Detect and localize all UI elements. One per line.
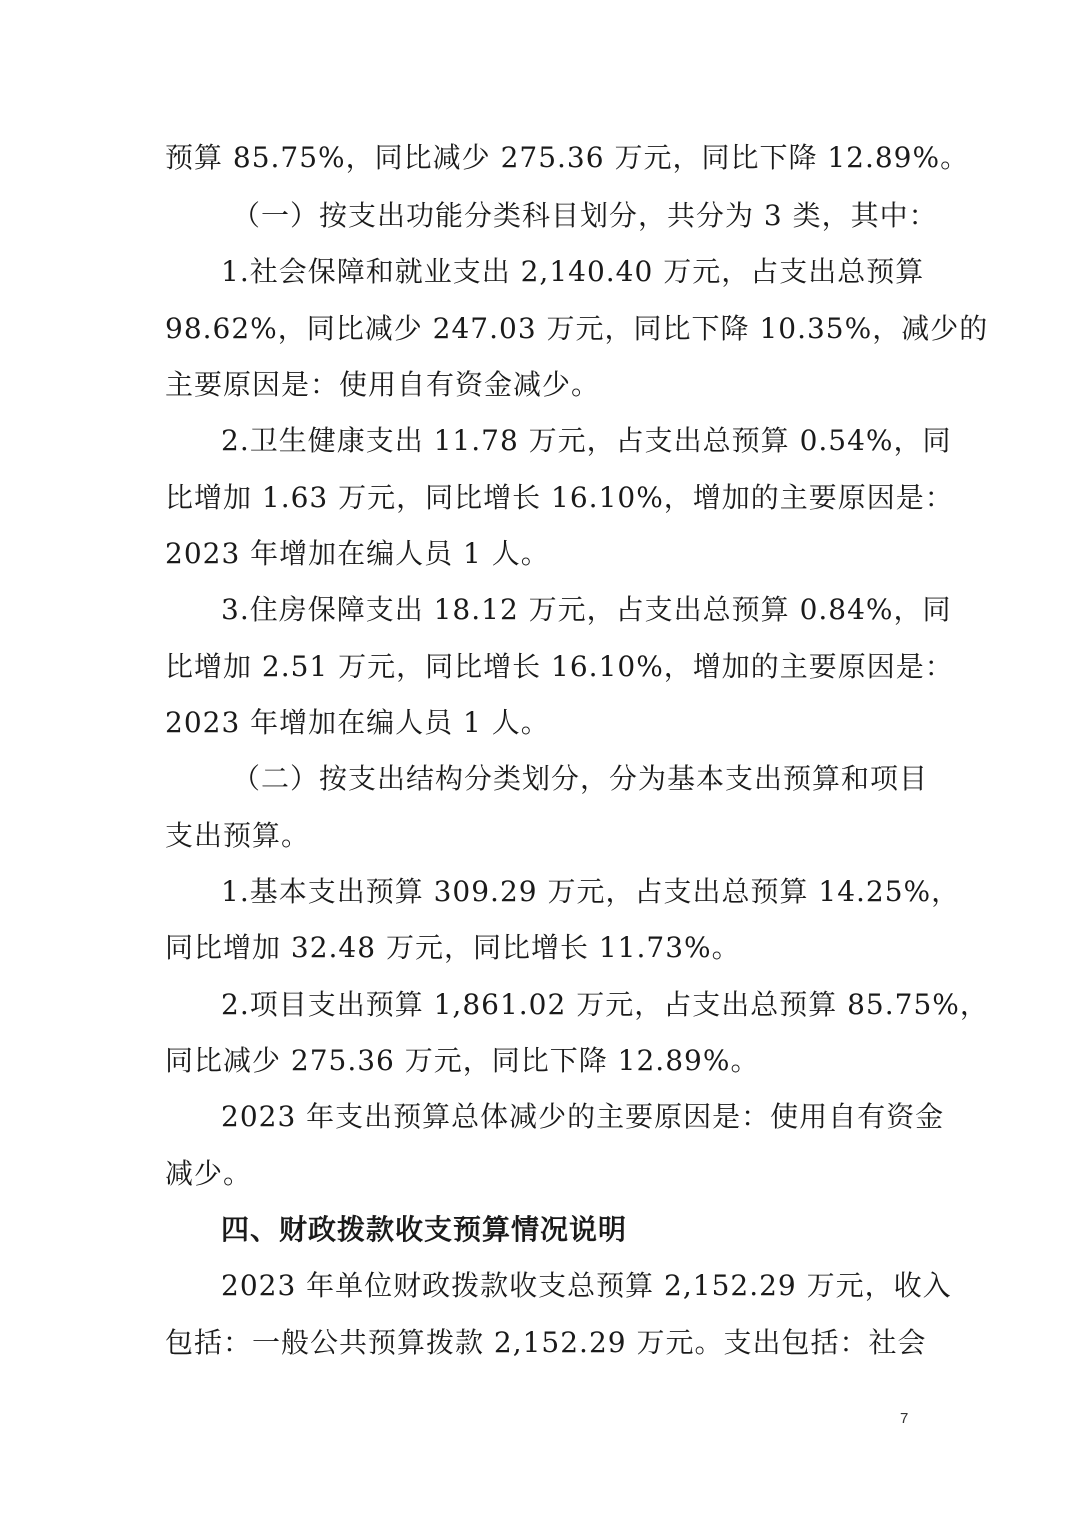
page-number: 7: [900, 1410, 909, 1427]
text-line: 包括：一般公共预算拨款 2,152.29 万元。支出包括：社会: [165, 1326, 927, 1359]
text-line: 支出预算。: [165, 819, 311, 852]
text-line: 同比增加 32.48 万元，同比增长 11.73%。: [165, 931, 741, 964]
text-line: 1.基本支出预算 309.29 万元，占支出总预算 14.25%，: [221, 875, 961, 908]
text-line: 比增加 1.63 万元，同比增长 16.10%，增加的主要原因是：: [165, 481, 954, 514]
text-line: 减少。: [165, 1157, 253, 1190]
text-line: （二）按支出结构分类划分，分为基本支出预算和项目: [232, 762, 929, 795]
text-line: 2023 年增加在编人员 1 人。: [165, 706, 550, 739]
text-line: 预算 85.75%，同比减少 275.36 万元，同比下降 12.89%。: [165, 141, 970, 174]
text-line: 2023 年增加在编人员 1 人。: [165, 537, 550, 570]
text-line: （一）按支出功能分类科目划分，共分为 3 类，其中：: [232, 199, 938, 232]
text-line: 3.住房保障支出 18.12 万元，占支出总预算 0.84%，同: [221, 593, 952, 626]
text-line: 2023 年单位财政拨款收支总预算 2,152.29 万元，收入: [221, 1269, 952, 1302]
text-line: 同比减少 275.36 万元，同比下降 12.89%。: [165, 1044, 760, 1077]
text-line: 1.社会保障和就业支出 2,140.40 万元，占支出总预算: [221, 255, 925, 288]
text-line: 2023 年支出预算总体减少的主要原因是：使用自有资金: [221, 1100, 945, 1133]
text-line: 主要原因是：使用自有资金减少。: [165, 368, 601, 401]
text-line: 2.卫生健康支出 11.78 万元，占支出总预算 0.54%，同: [221, 424, 952, 457]
section-heading: 四、财政拨款收支预算情况说明: [221, 1213, 628, 1246]
text-line: 98.62%，同比减少 247.03 万元，同比下降 10.35%，减少的: [165, 312, 989, 345]
text-line: 2.项目支出预算 1,861.02 万元，占支出总预算 85.75%，: [221, 988, 989, 1021]
text-line: 比增加 2.51 万元，同比增长 16.10%，增加的主要原因是：: [165, 650, 954, 683]
